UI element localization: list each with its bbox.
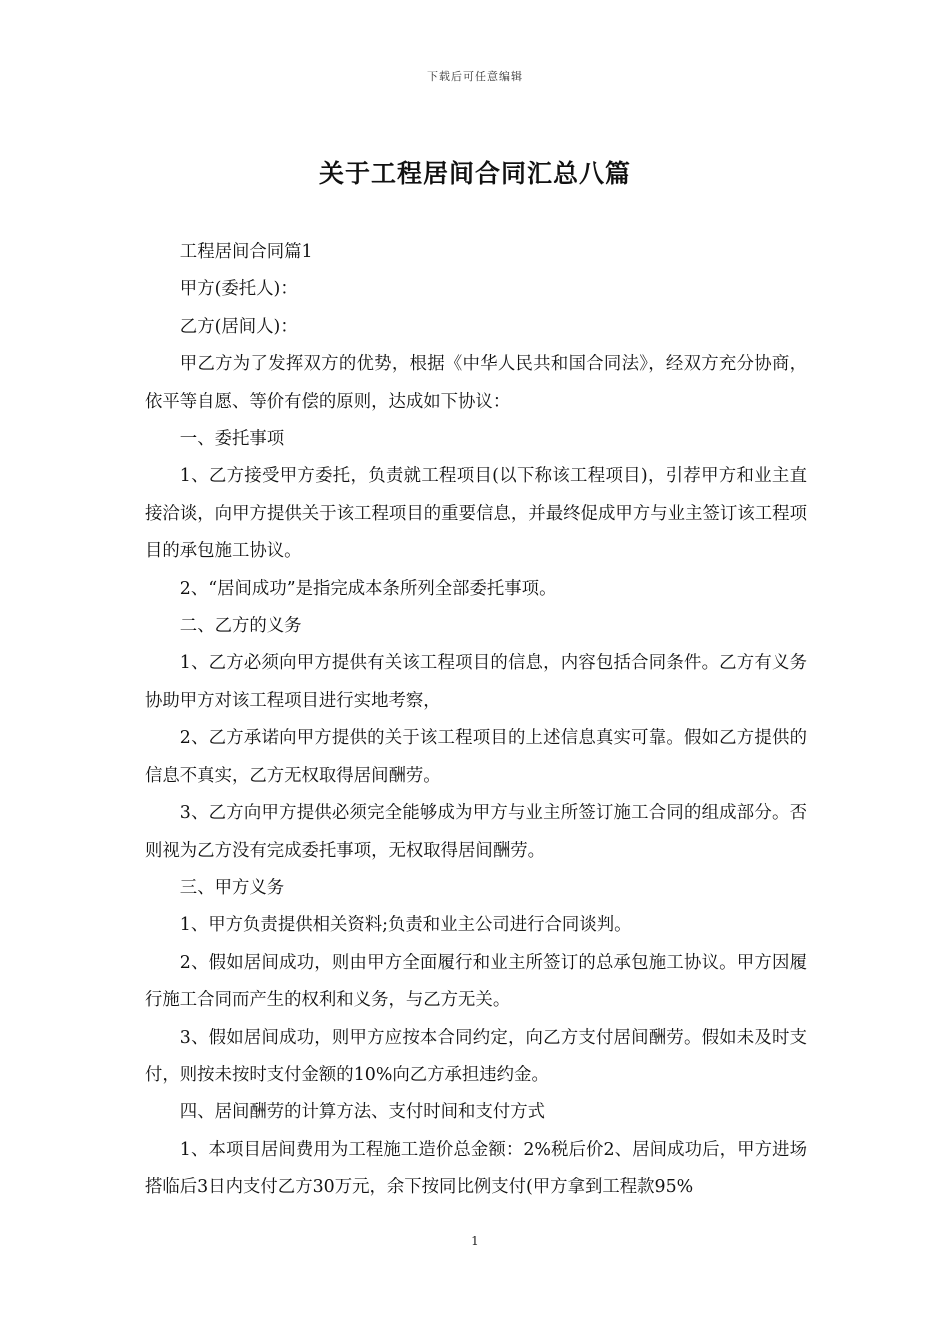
- clause-heading: 三、甲方义务: [179, 877, 285, 898]
- clause-paragraph: 1、甲方负责提供相关资料;负责和业主公司进行合同谈判。: [179, 915, 632, 936]
- clause-heading: 四、居间酬劳的计算方法、支付时间和支付方式: [179, 1102, 546, 1123]
- party-a-line: 甲方(委托人)：: [179, 279, 298, 300]
- clause-paragraph: 2、“居间成功”是指完成本条所列全部委托事项。: [179, 578, 557, 599]
- header-note: 下载后可任意编辑: [427, 70, 523, 83]
- section-heading: 工程居间合同篇1: [179, 242, 313, 262]
- clause-heading: 一、委托事项: [179, 429, 285, 450]
- clause-paragraph: 2、假如居间成功，则由甲方全面履行和业主所签订的总承包施工协议。甲方因履行施工合同而产生的权利和义务，与乙方无关。: [145, 952, 807, 1011]
- party-b-line: 乙方(居间人)：: [179, 316, 298, 337]
- clause-paragraph: 1、乙方必须向甲方提供有关该工程项目的信息，内容包括合同条件。乙方有义务协助甲方对该工程项目进行实地考察，: [145, 653, 807, 711]
- document-title: 关于工程居间合同汇总八篇: [318, 159, 631, 188]
- clause-paragraph: 3、假如居间成功，则甲方应按本合同约定，向乙方支付居间酬劳。假如未及时支付，则按未按时支付金额的10%向乙方承担违约金。: [145, 1027, 807, 1085]
- page-number: 1: [471, 1234, 479, 1248]
- clause-paragraph: 3、乙方向甲方提供必须完全能够成为甲方与业主所签订施工合同的组成部分。否则视为乙方没有完成委托事项，无权取得居间酬劳。: [145, 803, 807, 861]
- clause-paragraph: 2、乙方承诺向甲方提供的关于该工程项目的上述信息真实可靠。假如乙方提供的信息不真实，乙方无权取得居间酬劳。: [145, 728, 807, 786]
- clause-heading: 二、乙方的义务: [179, 616, 302, 637]
- clause-paragraph: 1、本项目居间费用为工程施工造价总金额：2%税后价2、居间成功后，甲方进场搭临后3日内支付乙方30万元，余下按同比例支付(甲方拿到工程款95%: [145, 1139, 807, 1198]
- document-body: [145, 234, 807, 1207]
- preamble-paragraph: 甲乙方为了发挥双方的优势，根据《中华人民共和国合同法》，经双方充分协商，依平等自愿、等价有偿的原则，达成如下协议：: [145, 354, 807, 412]
- clause-paragraph: 1、乙方接受甲方委托，负责就工程项目(以下称该工程项目)，引荐甲方和业主直接洽谈，向甲方提供关于该工程项目的重要信息，并最终促成甲方与业主签订该工程项目的承包施工协议。: [145, 466, 807, 562]
